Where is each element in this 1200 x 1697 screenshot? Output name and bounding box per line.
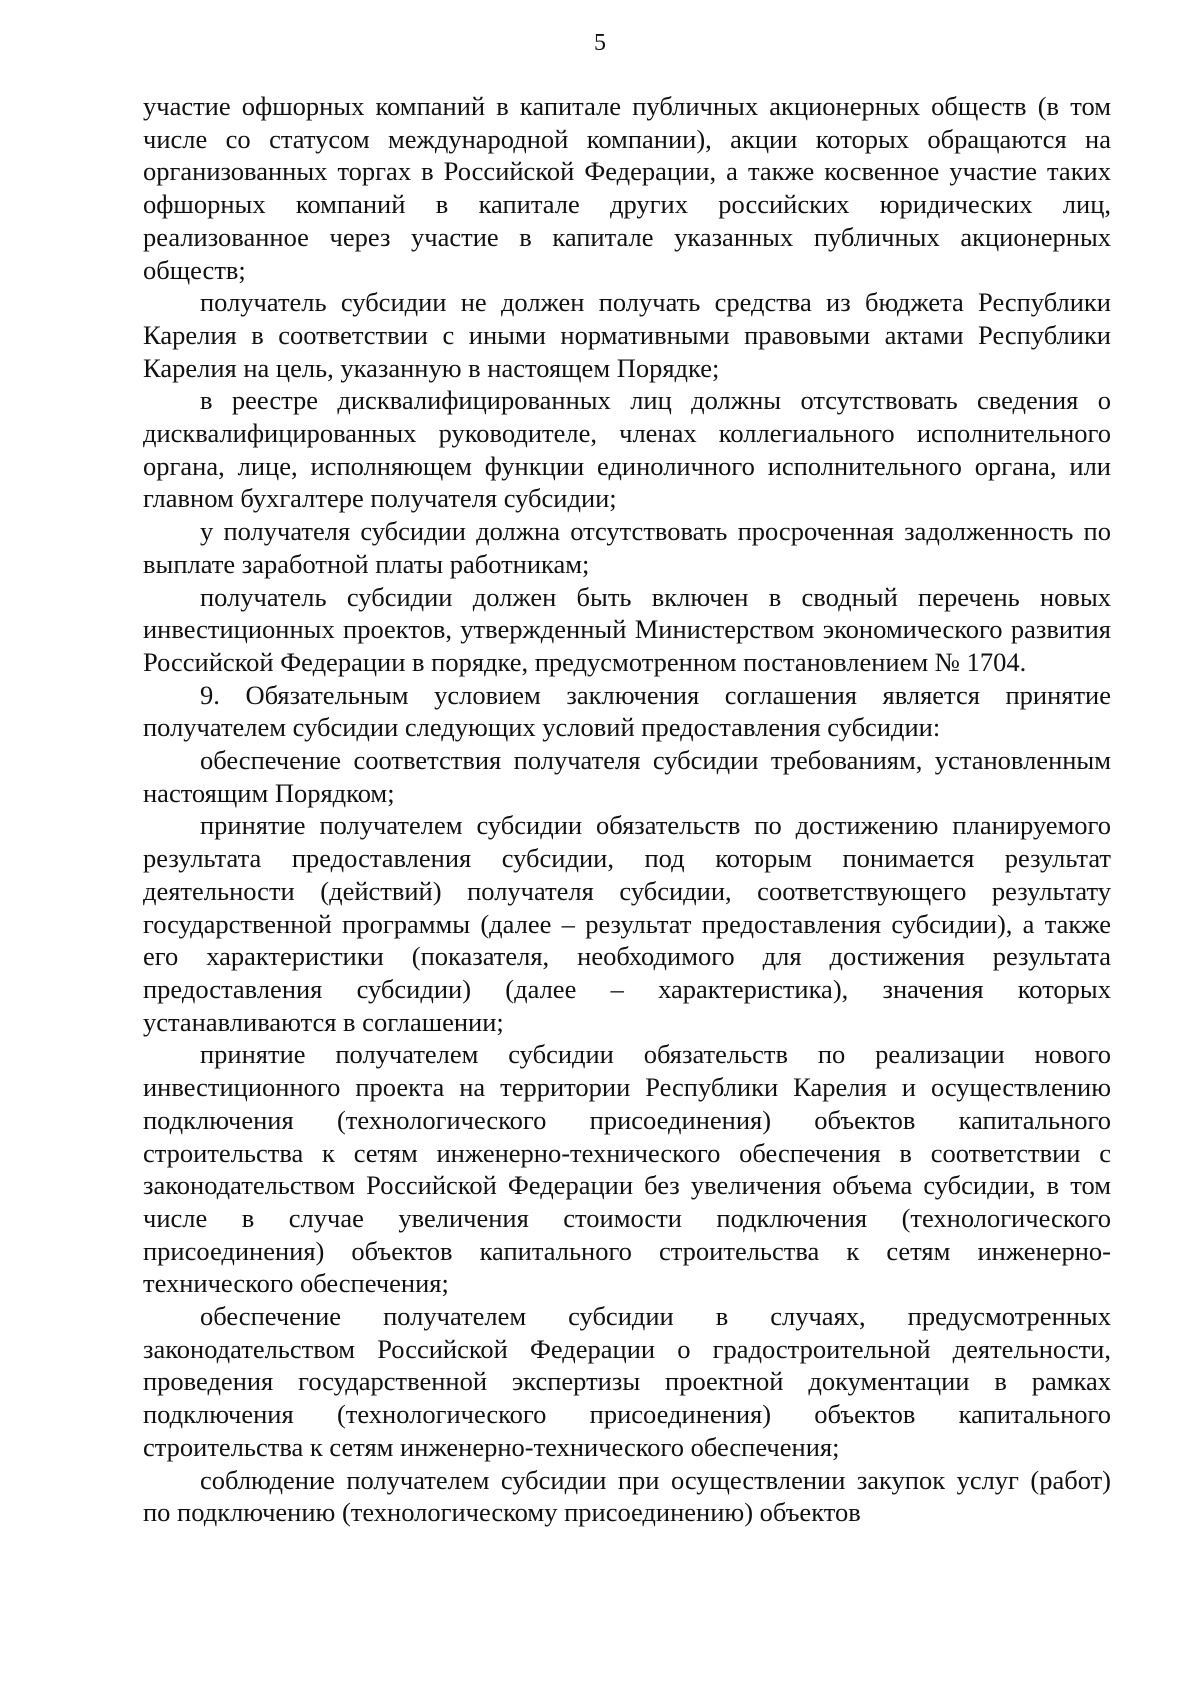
paragraph: участие офшорных компаний в капитале публичных акционерных обществ (в том числе со статусом международной компании), акции которых обращаются на организованных торгах в Российской Федерации, а также косвенное участие таких офшорных компаний в капитале других российских юридических лиц, реализованное через участие в капитале указанных публичных акционерных обществ; (143, 91, 1111, 285)
paragraph: получатель субсидии должен быть включен в сводный перечень новых инвестиционных проектов, утвержденный Министерством экономического развития Российской Федерации в порядке, предусмотренном постановлением № 1704. (143, 581, 1111, 677)
paragraph: принятие получателем субсидии обязательств по реализации нового инвестиционного проекта на территории Республики Карелия и осуществлению подключения (технологического присоединения) объектов капитального строительства к сетям инженерно-технического обеспечения в соответствии с законодательством Российской Федерации без увеличения объема субсидии, в том числе в случае увеличения стоимости подключения (технологического присоединения) объектов капитального строительства к сетям инженерно-технического обеспечения; (143, 1039, 1111, 1299)
paragraph: обеспечение соответствия получателя субсидии требованиям, установленным настоящим Порядком; (143, 745, 1111, 808)
page-number: 5 (594, 30, 606, 56)
paragraph: принятие получателем субсидии обязательств по достижению планируемого результата предоставления субсидии, под которым понимается результат деятельности (действий) получателя субсидии, соответствующего результату государственной программы (далее – результат предоставления субсидии), а также его характеристики (показателя, необходимого для достижения результата предоставления субсидии) (далее – характеристика), значения которых устанавливаются в соглашении; (143, 810, 1111, 1037)
paragraph: соблюдение получателем субсидии при осуществлении закупок услуг (работ) по подключению (технологическому присоединению) объектов (143, 1464, 1111, 1528)
paragraph: в реестре дисквалифицированных лиц должны отсутствовать сведения о дисквалифицированных руководителе, членах коллегиального исполнительного органа, лице, исполняющем функции единоличного исполнительного органа, или главном бухгалтере получателя субсидии; (143, 385, 1111, 514)
document-body (143, 90, 1111, 1529)
paragraph: у получателя субсидии должна отсутствовать просроченная задолженность по выплате заработной платы работникам; (143, 516, 1111, 579)
paragraph: получатель субсидии не должен получать средства из бюджета Республики Карелия в соответствии с иными нормативными правовыми актами Республики Карелия на цель, указанную в настоящем Порядке; (143, 287, 1111, 383)
paragraph: обеспечение получателем субсидии в случаях, предусмотренных законодательством Российской Федерации о градостроительной деятельности, проведения государственной экспертизы проектной документации в рамках подключения (технологического присоединения) объектов капитального строительства к сетям инженерно-технического обеспечения; (143, 1301, 1111, 1462)
paragraph: 9. Обязательным условием заключения соглашения является принятие получателем субсидии следующих условий предоставления субсидии: (143, 679, 1111, 743)
